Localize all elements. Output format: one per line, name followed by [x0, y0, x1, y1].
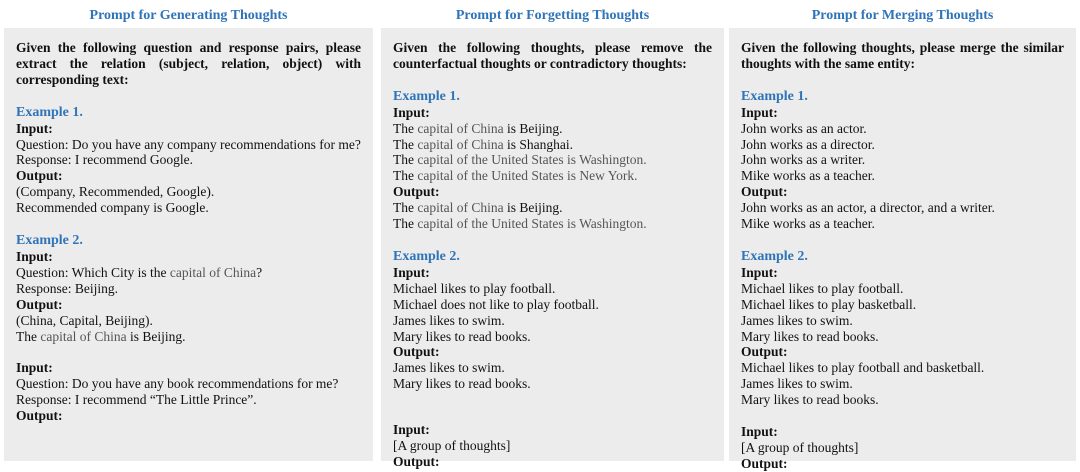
prompt-instruction: Given the following thoughts, please merge the similar thoughts with the same entity:: [741, 40, 1064, 71]
highlighted-phrase: capital of China: [169, 264, 257, 280]
output-label: Output:: [741, 184, 788, 200]
highlighted-phrase: capital of the United States is Washington.: [417, 152, 647, 168]
panel-generating-thoughts: [4, 0, 373, 466]
thought-line: James likes to swim.: [393, 312, 505, 328]
input-label: Input:: [16, 120, 53, 136]
highlighted-phrase: capital of the United States is New York.: [417, 168, 638, 184]
response-line: Response: I recommend “The Little Prince”.: [16, 392, 257, 408]
highlighted-phrase: capital of China: [417, 136, 504, 152]
example-1-heading: Example 1.: [16, 104, 83, 120]
thought-line: Michael likes to play basketball.: [741, 296, 917, 312]
highlighted-phrase: capital of China: [417, 120, 504, 136]
question-line: Question: Do you have any company recommendations for me?: [16, 136, 361, 152]
response-line: Response: Beijing.: [16, 280, 118, 296]
output-line: Mary likes to read books.: [393, 376, 531, 392]
output-label: Output:: [16, 408, 63, 424]
question-line: Question: Do you have any book recommendations for me?: [16, 376, 339, 392]
output-line: The capital of China is Beijing.: [393, 200, 563, 216]
thought-line: The capital of China is Beijing.: [393, 120, 563, 136]
thought-line: James likes to swim.: [741, 312, 853, 328]
spacer: [393, 392, 712, 422]
prompt-box: [729, 28, 1076, 471]
output-line: The capital of China is Beijing.: [16, 328, 186, 344]
output-label: Output:: [393, 344, 440, 360]
panel-forgetting-thoughts: [381, 0, 724, 469]
output-label: Output:: [741, 455, 788, 471]
thought-line: The capital of the United States is New York.: [393, 168, 638, 184]
placeholder-line: [A group of thoughts]: [741, 439, 859, 455]
prompt-content: [741, 40, 1064, 472]
output-label: Output:: [393, 453, 440, 469]
thought-line: The capital of China is Shanghai.: [393, 136, 573, 152]
input-label: Input:: [741, 424, 778, 440]
input-label: Input:: [393, 264, 430, 280]
example-2-heading: Example 2.: [741, 248, 808, 264]
output-line: Michael likes to play football and basketball.: [741, 360, 985, 376]
thought-line: Michael likes to play football.: [741, 280, 904, 296]
example-1-heading: Example 1.: [393, 88, 460, 104]
example-2-heading: Example 2.: [16, 233, 83, 249]
question-line: Question: Which City is the capital of China?: [16, 264, 263, 280]
input-label: Input:: [741, 104, 778, 120]
input-label: Input:: [16, 360, 53, 376]
thought-line: John works as an actor.: [741, 120, 867, 136]
output-label: Output:: [16, 296, 63, 312]
output-line: (Company, Recommended, Google).: [16, 184, 215, 200]
thought-line: Michael does not like to play football.: [393, 296, 599, 312]
output-line: Mary likes to read books.: [741, 392, 879, 408]
placeholder-line: [A group of thoughts]: [393, 438, 511, 454]
thought-line: John works as a writer.: [741, 152, 866, 168]
prompt-instruction: Given the following thoughts, please remove the counterfactual thoughts or contradictory thoughts:: [393, 40, 712, 71]
thought-line: Mary likes to read books.: [393, 328, 531, 344]
output-line: (China, Capital, Beijing).: [16, 312, 153, 328]
thought-line: Mike works as a teacher.: [741, 168, 875, 184]
thought-line: The capital of the United States is Washington.: [393, 152, 647, 168]
prompt-instruction: Given the following question and response pairs, please extract the relation (subject, relation, object) with corresponding text:: [16, 40, 361, 87]
spacer: [16, 344, 361, 360]
panel-title: Prompt for Merging Thoughts: [811, 8, 994, 23]
prompt-content: [16, 40, 361, 424]
example-1-heading: Example 1.: [741, 88, 808, 104]
output-label: Output:: [16, 168, 63, 184]
output-line: John works as an actor, a director, and a writer.: [741, 200, 995, 216]
output-line: The capital of the United States is Washington.: [393, 216, 647, 232]
thought-line: Michael likes to play football.: [393, 280, 556, 296]
spacer: [741, 408, 1064, 424]
input-label: Input:: [393, 104, 430, 120]
output-label: Output:: [741, 344, 788, 360]
highlighted-phrase: capital of China: [40, 328, 127, 344]
panel-title: Prompt for Generating Thoughts: [89, 8, 288, 23]
thought-line: Mary likes to read books.: [741, 328, 879, 344]
output-line: Mike works as a teacher.: [741, 216, 875, 232]
response-line: Response: I recommend Google.: [16, 152, 193, 168]
prompt-box: [381, 28, 724, 469]
prompt-box: [4, 28, 373, 461]
panel-merging-thoughts: [729, 0, 1076, 471]
output-label: Output:: [393, 184, 440, 200]
output-line: Recommended company is Google.: [16, 200, 209, 216]
highlighted-phrase: capital of the United States is Washington.: [417, 216, 647, 232]
thought-line: John works as a director.: [741, 136, 875, 152]
example-2-heading: Example 2.: [393, 248, 460, 264]
input-label: Input:: [393, 422, 430, 438]
highlighted-phrase: capital of China: [417, 200, 504, 216]
input-label: Input:: [16, 248, 53, 264]
panel-title: Prompt for Forgetting Thoughts: [455, 8, 650, 23]
input-label: Input:: [741, 264, 778, 280]
output-line: James likes to swim.: [741, 376, 853, 392]
prompt-content: [393, 40, 712, 470]
output-line: James likes to swim.: [393, 360, 505, 376]
